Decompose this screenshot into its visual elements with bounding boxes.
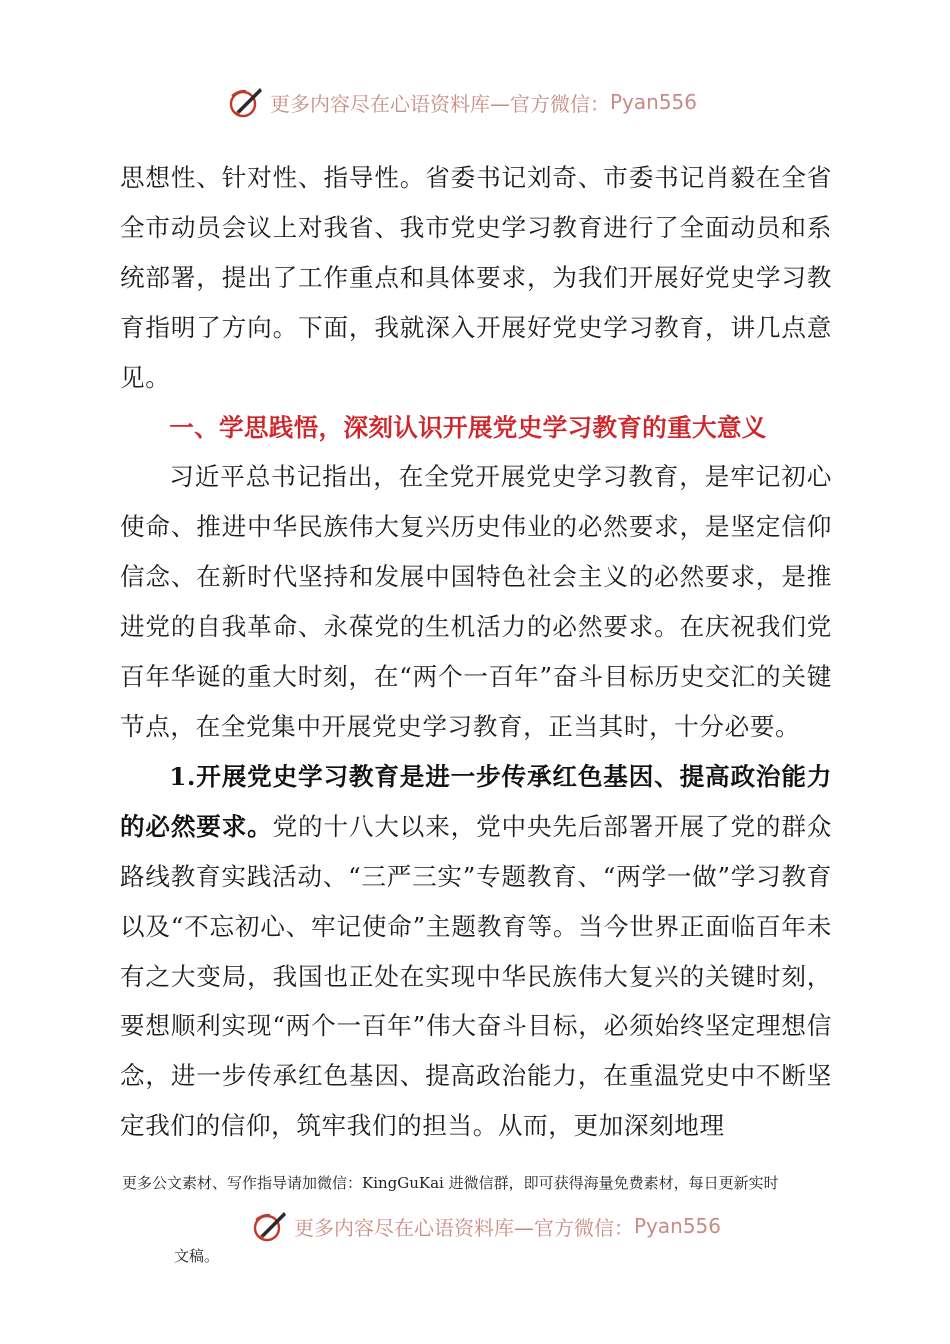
- point-1-body: 党的十八大以来，党中央先后部署开展了党的群众路线教育实践活动、“三严三实”专题教育、“两学一做”学习教育以及“不忘初心、牢记使命”主题教育等。当今世界正面临百年未有之大变局，我国也正处在实现中华民族伟大复兴的关键时刻，要想顺利实现“两个一百年”伟大奋斗目标，必须始终坚定理想信念，进一步传承红色基因、提高政治能力，在重温党史中不断坚定我们的信仰，筑牢我们的担当。从而，更加深刻地理: [120, 811, 832, 1141]
- watermark-bottom: [250, 1206, 721, 1246]
- pen-logo-icon: [226, 82, 266, 122]
- footer-note: 更多公文素材、写作指导请加微信：KingGuKai 进微信群，即可获得海量免费素材，每日更新实时: [122, 1174, 779, 1192]
- document-body: [120, 153, 832, 1151]
- paragraph-point-1: [120, 752, 832, 1151]
- pen-logo-icon: [250, 1206, 290, 1246]
- section-heading-1: 一、学思践悟，深刻认识开展党史学习教育的重大意义: [169, 412, 767, 442]
- footer-note-end: 文稿。: [174, 1247, 220, 1265]
- paragraph-significance: 习近平总书记指出，在全党开展党史学习教育，是牢记初心使命、推进中华民族伟大复兴历史伟业的必然要求，是坚定信仰信念、在新时代坚持和发展中国特色社会主义的必然要求，是推进党的自我革命、永葆党的生机活力的必然要求。在庆祝我们党百年华诞的重大时刻，在“两个一百年”奋斗目标历史交汇的关键节点，在全党集中开展党史学习教育，正当其时，十分必要。: [120, 462, 832, 741]
- watermark-id: Pyan556: [610, 90, 698, 114]
- point-1-lead: 1.开展党史学习教育是进一步传承红色基因、提高政治能力的必然要求。: [120, 761, 832, 841]
- watermark-text: 更多内容尽在心语资料库—官方微信：: [294, 1215, 634, 1240]
- watermark-id: Pyan556: [634, 1214, 722, 1238]
- watermark-top: [226, 82, 697, 122]
- watermark-text: 更多内容尽在心语资料库—官方微信：: [270, 91, 610, 116]
- paragraph-intro: 思想性、针对性、指导性。省委书记刘奇、市委书记肖毅在全省全市动员会议上对我省、我市党史学习教育进行了全面动员和系统部署，提出了工作重点和具体要求，为我们开展好党史学习教育指明了方向。下面，我就深入开展好党史学习教育，讲几点意见。: [120, 163, 832, 392]
